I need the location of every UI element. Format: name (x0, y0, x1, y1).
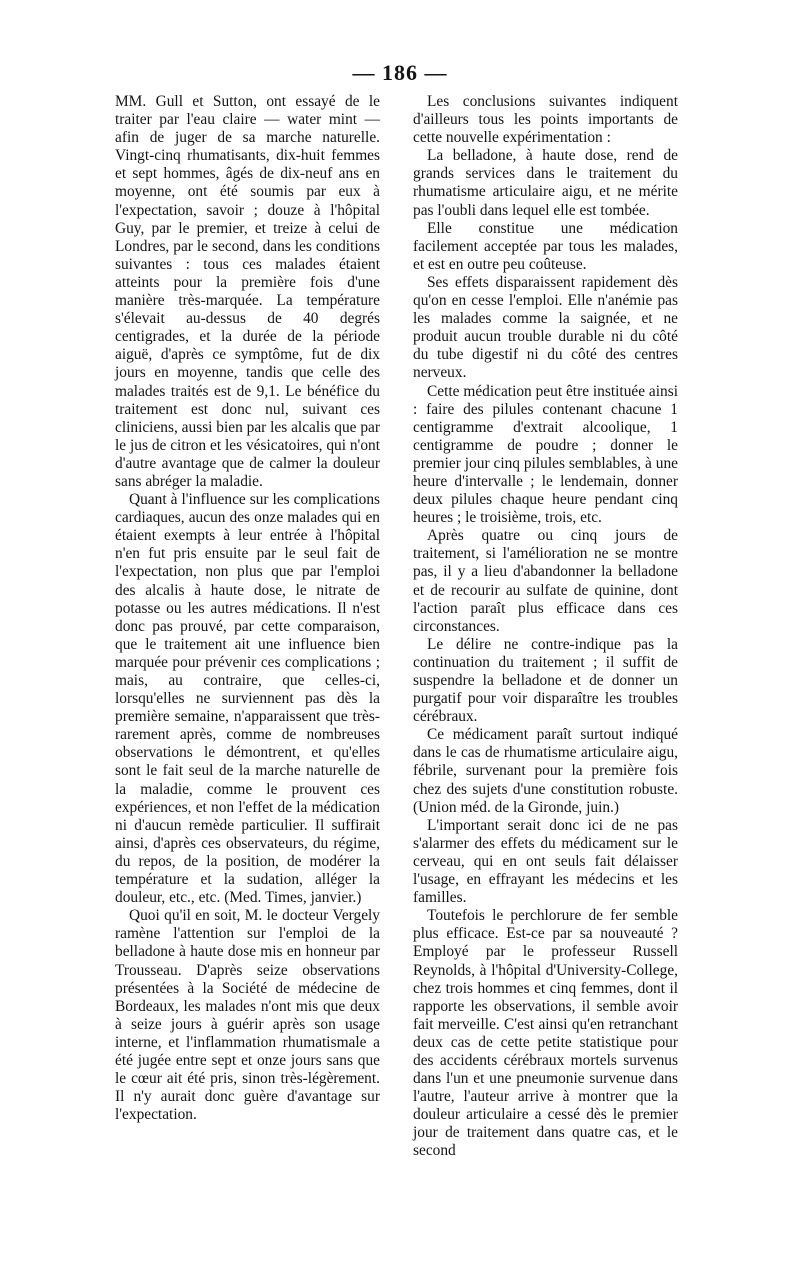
paragraph: Toutefois le perchlorure de fer semble plus efficace. Est-ce par sa nouveauté ? Employé par le professeur Russell Reynolds, à l'hôpital d'University-College, chez trois hommes et cinq femmes, dont il rapporte les observations, il semble avoir fait merveille. C'est ainsi qu'en retranchant deux cas de cette petite statistique pour des accidents cérébraux mortels survenus dans l'un et une pneumonie survenue dans l'autre, l'auteur arrive à montrer que la douleur articulaire a cessé dès le premier jour de traitement dans quatre cas, et le second (413, 907, 678, 1160)
page-number: — 186 — (352, 60, 448, 85)
left-column (115, 93, 380, 1124)
paragraph: Quoi qu'il en soit, M. le docteur Vergely ramène l'attention sur l'emploi de la belladone à haute dose mis en honneur par Trousseau. D'après seize observations présentées à la Société de médecine de Bordeaux, les malades n'ont mis que deux à seize jours à guérir après son usage interne, et l'inflammation rhumatismale a été jugée entre sept et onze jours sans que le cœur ait été pris, sinon très-légèrement. Il n'y aurait donc guère d'avantage sur l'expectation. (115, 907, 380, 1124)
paragraph: Cette médication peut être instituée ainsi : faire des pilules contenant chacune 1 centigramme d'extrait alcoolique, 1 centigramme de poudre ; donner le premier jour cinq pilules semblables, à une heure d'intervalle ; le lendemain, donner deux pilules chaque heure pendant cinq heures ; le troisième, trois, etc. (413, 382, 678, 527)
paragraph: Les conclusions suivantes indiquent d'ailleurs tous les points importants de cette nouvelle expérimentation : (413, 93, 678, 147)
paragraph: Elle constitue une médication facilement acceptée par tous les malades, et est en outre peu coûteuse. (413, 219, 678, 273)
right-column (413, 93, 678, 1161)
paragraph: La belladone, à haute dose, rend de grands services dans le traitement du rhumatisme articulaire aigu, et ne mérite pas l'oubli dans lequel elle est tombée. (413, 147, 678, 219)
paragraph: Ses effets disparaissent rapidement dès qu'on en cesse l'emploi. Elle n'anémie pas les malades comme la saignée, et ne produit aucun trouble durable ni du côté du tube digestif ni du côté des centres nerveux. (413, 273, 678, 382)
paragraph: Le délire ne contre-indique pas la continuation du traitement ; il suffit de suspendre la belladone et de donner un purgatif pour voir disparaître les troubles cérébraux. (413, 635, 678, 726)
paragraph: Ce médicament paraît surtout indiqué dans le cas de rhumatisme articulaire aigu, fébrile, survenant pour la première fois chez des sujets d'une constitution robuste. (Union méd. de la Gironde, juin.) (413, 726, 678, 816)
paragraph: L'important serait donc ici de ne pas s'alarmer des effets du médicament sur le cerveau, qui en ont seuls fait délaisser l'usage, en effrayant les médecins et les familles. (413, 816, 678, 907)
paragraph: MM. Gull et Sutton, ont essayé de le traiter par l'eau claire — water mint — afin de juger de sa marche naturelle. Vingt-cinq rhumatisants, dix-huit femmes et sept hommes, âgés de dix-neuf ans en moyenne, ont été soumis par eux à l'expectation, savoir ; douze à l'hôpital Guy, par le premier, et treize à celui de Londres, par le second, dans les conditions suivantes : tous ces malades étaient atteints pour la première fois d'une manière très-marquée. La température s'élevait au-dessus de 40 degrés centigrades, et la durée de la période aiguë, d'après ce symptôme, fut de dix jours en moyenne, tandis que celle des malades traités est de 9,1. Le bénéfice du traitement est donc nul, suivant ces cliniciens, aussi bien par les alcalis que par le jus de citron et les vésicatoires, qui n'ont d'autre avantage que de calmer la douleur sans abréger la maladie. (115, 93, 380, 490)
paragraph: Quant à l'influence sur les complications cardiaques, aucun des onze malades qui en étaient exempts à leur entrée à l'hôpital n'en fut pris ensuite par le seul fait de l'expectation, non plus que par l'emploi des alcalis à haute dose, le nitrate de potasse ou les autres médications. Il n'est donc pas prouvé, par cette comparaison, que le traitement ait une influence bien marquée pour prévenir ces complications ; mais, au contraire, que celles-ci, lorsqu'elles ne surviennent pas dès la première semaine, n'apparaissent que très-rarement après, comme de nombreuses observations le démontrent, et qu'elles sont le fait seul de la marche naturelle de la maladie, comme le prouvent ces expériences, et non l'effet de la médication ni d'aucun remède particulier. Il suffirait ainsi, d'après ces observateurs, du régime, du repos, de la position, de modérer la température et la sudation, alléger la douleur, etc., etc. (Med. Times, janvier.) (115, 491, 380, 907)
paragraph: Après quatre ou cinq jours de traitement, si l'amélioration ne se montre pas, il y a lieu d'abandonner la belladone et de recourir au sulfate de quinine, dont l'action paraît plus efficace dans ces circonstances. (413, 527, 678, 635)
